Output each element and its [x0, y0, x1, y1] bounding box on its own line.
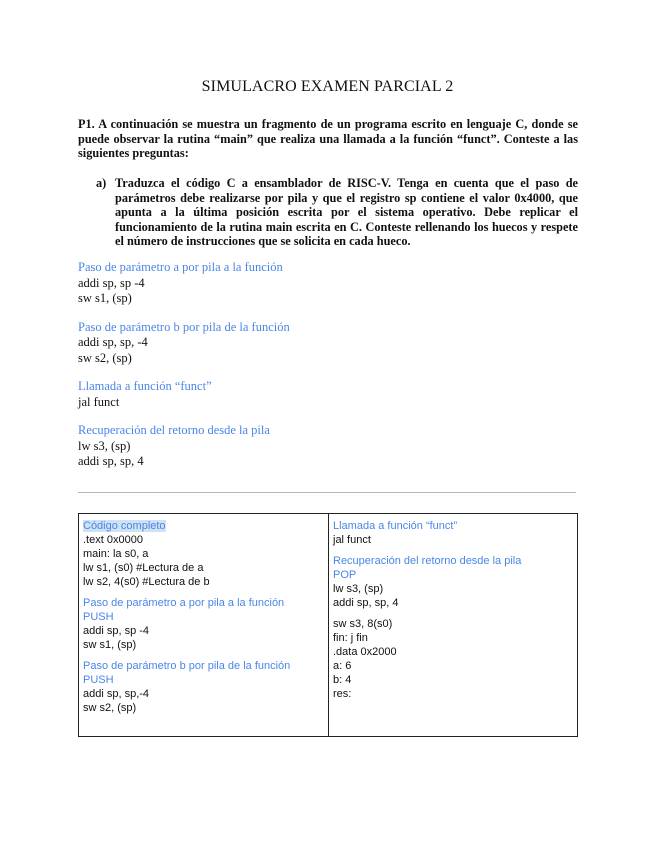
code-block-call: [333, 519, 573, 547]
subquestion-letter: a): [96, 176, 107, 190]
code-block-label: Paso de parámetro a por pila a la función: [83, 597, 285, 609]
code-tail-block: [333, 617, 573, 701]
subquestion-text: Traduzca el código C a ensamblador de RISC-V. Tenga en cuenta que el paso de parámetros debe realizarse por pila y que el registro sp contiene el valor 0x4000, que apunta a la última posición escrita por el sistema operativo. Debe replicar el funcionamiento de la rutina main escrita en C. Conteste rellenando los huecos y respete el número de instrucciones que se solicita en cada hueco.: [115, 176, 578, 248]
code-line: addi sp, sp,-4: [83, 688, 150, 700]
code-line: sw s3, 8(s0): [333, 618, 393, 630]
code-intro-block: [83, 519, 324, 589]
answer-block-return: [78, 423, 578, 470]
code-block-label: Recuperación del retorno desde la pila: [333, 555, 522, 567]
code-line: sw s2, (sp): [83, 702, 137, 714]
answer-code-line: sw s1, (sp): [78, 291, 132, 305]
code-line: main: la s0, a: [83, 548, 149, 560]
complete-code-heading: Código completo: [83, 520, 166, 532]
code-table-right-column: [329, 514, 577, 736]
code-line: jal funct: [333, 534, 371, 546]
code-line: a: 6: [333, 660, 352, 672]
answer-label: Paso de parámetro b por pila de la función: [78, 319, 290, 334]
answer-code-line: addi sp, sp -4: [78, 275, 145, 290]
question-p1: P1. A continuación se muestra un fragmento de un programa escrito en lenguaje C, donde se puede observar la rutina “main” que realiza una llamada a la función “funct”. Conteste a las siguientes preguntas:: [78, 117, 578, 160]
code-line: addi sp, sp, 4: [333, 597, 399, 609]
code-block-label: Paso de parámetro b por pila de la función: [83, 660, 291, 672]
code-block-param-b: [83, 659, 324, 715]
answer-label: Recuperación del retorno desde la pila: [78, 423, 270, 437]
code-line: b: 4: [333, 674, 352, 686]
code-line: sw s1, (sp): [83, 639, 137, 651]
answer-block-param-a: [78, 260, 578, 307]
code-block-param-a: [83, 596, 324, 652]
answer-code-line: sw s2, (sp): [78, 350, 132, 365]
code-line: lw s2, 4(s0) #Lectura de b: [83, 576, 210, 588]
code-block-label: Llamada a función “funct”: [333, 520, 458, 532]
answer-label: Paso de parámetro a por pila a la función: [78, 260, 283, 274]
answer-block-call: [78, 379, 578, 410]
complete-code-table: [78, 513, 578, 737]
code-line: addi sp, sp -4: [83, 625, 150, 637]
answer-section: [78, 260, 578, 483]
subquestion-a: [96, 176, 578, 249]
code-line: lw s1, (s0) #Lectura de a: [83, 562, 204, 574]
answer-block-param-b: [78, 320, 578, 367]
code-table-left-column: [79, 514, 329, 736]
code-block-tag: PUSH: [83, 611, 114, 623]
code-line: res:: [333, 688, 352, 700]
code-block-tag: POP: [333, 569, 357, 581]
answer-label: Llamada a función “funct”: [78, 379, 212, 393]
code-block-return: [333, 554, 573, 610]
code-block-tag: PUSH: [83, 674, 114, 686]
answer-code-line: lw s3, (sp): [78, 438, 131, 453]
answer-code-line: jal funct: [78, 394, 120, 409]
code-line: fin: j fin: [333, 632, 368, 644]
answer-code-line: addi sp, sp, 4: [78, 454, 144, 468]
answer-code-line: addi sp, sp, -4: [78, 335, 148, 349]
code-line: lw s3, (sp): [333, 583, 384, 595]
horizontal-divider: [78, 492, 576, 493]
document-title: SIMULACRO EXAMEN PARCIAL 2: [201, 78, 454, 95]
code-line: .data 0x2000: [333, 646, 397, 658]
code-line: .text 0x0000: [83, 534, 143, 546]
